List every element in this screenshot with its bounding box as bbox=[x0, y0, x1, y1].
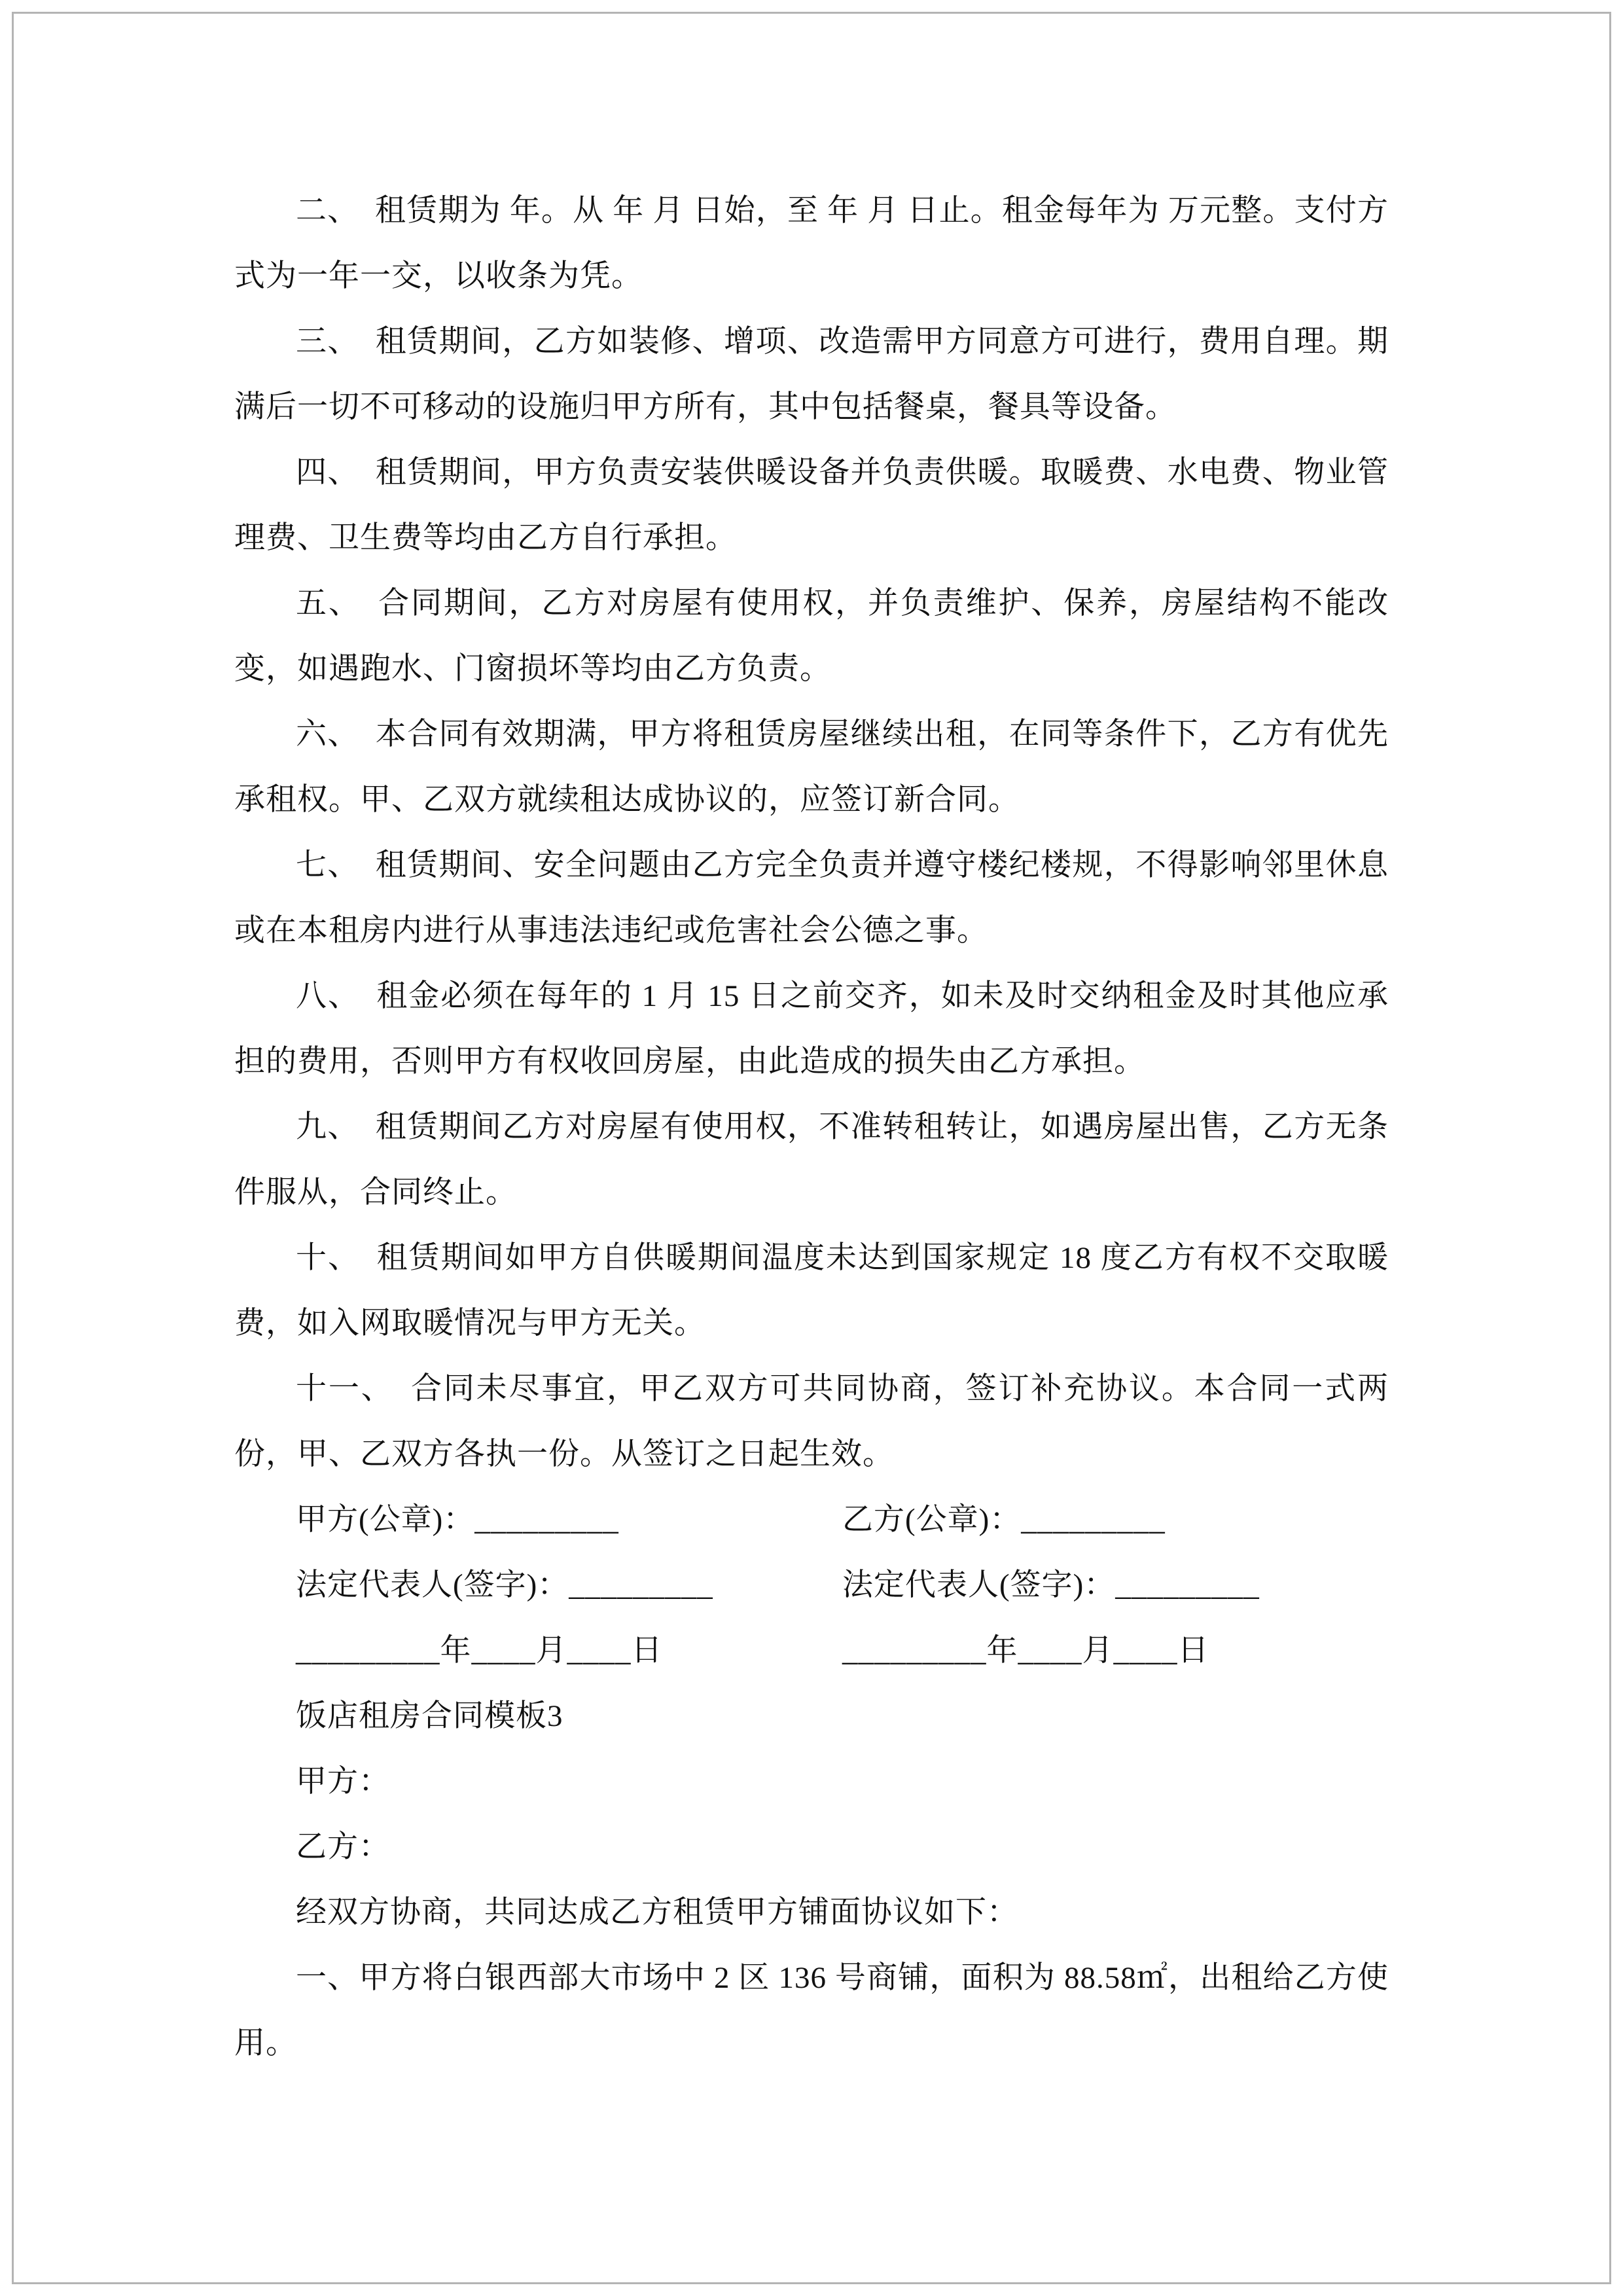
paragraph: 八、 租金必须在每年的 1 月 15 日之前交齐，如未及时交纳租金及时其他应承担的费用，否则甲方有权收回房屋，由此造成的损失由乙方承担。 bbox=[234, 979, 1389, 1079]
signature-field-left: 法定代表人(签字)：_________ bbox=[296, 1568, 713, 1602]
document-body bbox=[234, 178, 1389, 2076]
paragraph: 乙方： bbox=[296, 1830, 390, 1864]
paragraph: 三、 租赁期间，乙方如装修、增项、改造需甲方同意方可进行，费用自理。期满后一切不可移动的设施归甲方所有，其中包括餐桌，餐具等设备。 bbox=[234, 325, 1389, 424]
paragraph: 十一、 合同未尽事宜，甲乙双方可共同协商，签订补充协议。本合同一式两份，甲、乙双方各执一份。从签订之日起生效。 bbox=[234, 1372, 1389, 1471]
paragraph: 五、 合同期间，乙方对房屋有使用权，并负责维护、保养，房屋结构不能改变，如遇跑水、门窗损坏等均由乙方负责。 bbox=[234, 586, 1389, 686]
signature-row bbox=[234, 1552, 1389, 1618]
signature-field-left: _________年____月____日 bbox=[296, 1634, 663, 1668]
signature-field-left: 甲方(公章)：_________ bbox=[296, 1503, 619, 1537]
signature-row bbox=[234, 1618, 1389, 1683]
signature-field-right: 法定代表人(签字)：_________ bbox=[842, 1568, 1260, 1602]
signature-row bbox=[234, 1487, 1389, 1552]
paragraph: 九、 租赁期间乙方对房屋有使用权，不准转租转让，如遇房屋出售，乙方无条件服从，合同终止。 bbox=[234, 1110, 1389, 1210]
paragraph: 十、 租赁期间如甲方自供暖期间温度未达到国家规定 18 度乙方有权不交取暖费，如入网取暖情况与甲方无关。 bbox=[234, 1241, 1389, 1340]
paragraph: 七、 租赁期间、安全问题由乙方完全负责并遵守楼纪楼规，不得影响邻里休息或在本租房内进行从事违法违纪或危害社会公德之事。 bbox=[234, 848, 1389, 948]
signature-field-right: 乙方(公章)：_________ bbox=[842, 1503, 1166, 1537]
paragraph: 二、 租赁期为 年。从 年 月 日始，至 年 月 日止。租金每年为 万元整。支付方式为一年一交，以收条为凭。 bbox=[234, 194, 1389, 293]
paragraph: 六、 本合同有效期满，甲方将租赁房屋继续出租，在同等条件下，乙方有优先承租权。甲、乙双方就续租达成协议的，应签订新合同。 bbox=[234, 717, 1389, 817]
paragraph: 一、甲方将白银西部大市场中 2 区 136 号商铺，面积为 88.58㎡，出租给乙方使用。 bbox=[234, 1961, 1389, 2060]
paragraph: 甲方： bbox=[296, 1765, 390, 1799]
paragraph: 经双方协商，共同达成乙方租赁甲方铺面协议如下： bbox=[296, 1895, 1018, 1929]
paragraph: 饭店租房合同模板3 bbox=[296, 1699, 563, 1733]
signature-field-right: _________年____月____日 bbox=[842, 1634, 1209, 1668]
paragraph: 四、 租赁期间，甲方负责安装供暖设备并负责供暖。取暖费、水电费、物业管理费、卫生费等均由乙方自行承担。 bbox=[234, 456, 1389, 555]
